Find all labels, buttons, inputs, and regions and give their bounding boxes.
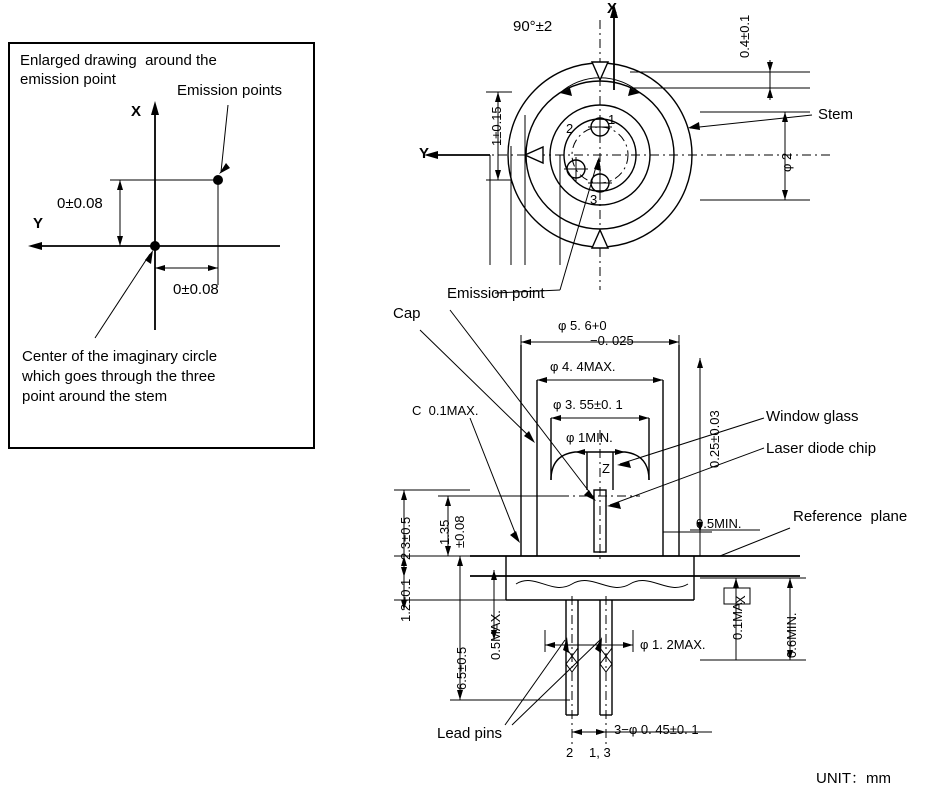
top-view-axis-x: X xyxy=(607,0,618,17)
dim-phi56-tol: −0. 025 xyxy=(590,333,634,348)
dim-025: 0.25±0.03 xyxy=(707,410,722,468)
dim-x-datum: X xyxy=(733,595,748,604)
dim-z: Z xyxy=(602,461,610,476)
inset-tol-horizontal: 0±0.08 xyxy=(173,281,219,298)
stem-label: Stem xyxy=(818,106,854,123)
dim-pin-circle: 1±0.15 xyxy=(489,106,504,146)
inset-caption-line2: which goes through the three xyxy=(22,368,216,385)
inset-title-line1: Enlarged drawing around the xyxy=(20,52,217,69)
dim-phi355: φ 3. 55±0. 1 xyxy=(553,397,623,412)
window-glass-label: Window glass xyxy=(766,408,859,425)
dim-phi56: φ 5. 6+0 xyxy=(558,318,607,333)
emission-point-label: Emission point xyxy=(447,285,545,302)
dim-23: 2.3±0.5 xyxy=(398,516,413,560)
dim-pins: 3−φ 0. 45±0. 1 xyxy=(614,722,699,737)
dim-c01max: C 0.1MAX. xyxy=(412,403,479,418)
inset-tol-vertical: 0±0.08 xyxy=(57,195,103,212)
pin-1-label: 1 xyxy=(608,112,616,127)
dim-phi44: φ 4. 4MAX. xyxy=(550,359,616,374)
pin-label-right: 1, 3 xyxy=(589,745,611,760)
pin-label-left: 2 xyxy=(566,745,574,760)
emission-points-label: Emission points xyxy=(177,82,283,99)
dim-phi1min: φ 1MIN. xyxy=(566,430,613,445)
dim-06min: 0.6MIN. xyxy=(784,612,799,658)
inset-caption-line1: Center of the imaginary circle xyxy=(22,348,218,365)
inset-title-line2: emission point xyxy=(20,71,116,88)
top-view-angle: 90°±2 xyxy=(513,18,553,35)
dim-135-tol: ±0.08 xyxy=(452,515,467,548)
dim-12: 1.2±0.1 xyxy=(398,578,413,622)
dim-phi12max: φ 1. 2MAX. xyxy=(640,637,706,652)
cap-label: Cap xyxy=(393,305,421,322)
lead-pins-label: Lead pins xyxy=(437,725,503,742)
dim-phi2: φ 2 xyxy=(779,152,794,172)
dim-135: 1.35 xyxy=(437,519,452,545)
reference-plane-label: Reference plane xyxy=(793,508,908,525)
inset-axis-y-label: Y xyxy=(33,215,44,232)
inset-caption-line3: point around the stem xyxy=(22,388,168,405)
pin-2-label: 2 xyxy=(566,121,574,136)
inset-axis-x-label: X xyxy=(131,103,142,120)
top-view-axis-y: Y xyxy=(419,145,430,162)
dim-05min: 0.5MIN. xyxy=(696,516,742,531)
dim-01ma: 0.1MA xyxy=(730,602,745,640)
laser-diode-chip-label: Laser diode chip xyxy=(766,440,877,457)
pin-3-label: 3 xyxy=(590,192,598,207)
dim-05max: 0.5MAX. xyxy=(488,610,503,660)
dim-stem-offset: 0.4±0.1 xyxy=(737,14,752,58)
unit-note: UNIT：mm xyxy=(816,770,891,787)
dim-65: 6.5±0.5 xyxy=(454,646,469,690)
